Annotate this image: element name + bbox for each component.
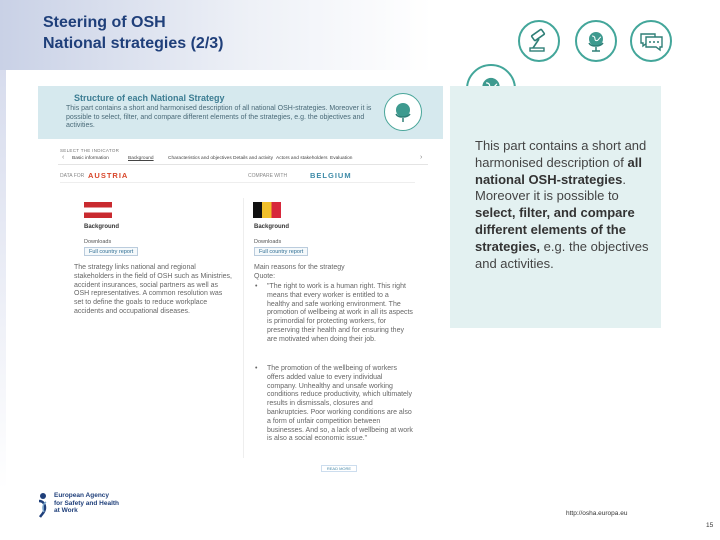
tab-characteristics[interactable]: Characteristics and objectives	[168, 156, 232, 161]
austria-flag	[84, 202, 112, 218]
tabs-prev-icon[interactable]: ‹	[62, 154, 65, 161]
gavel-icon[interactable]	[518, 20, 560, 62]
info-text-part-1: This part contains a short and harmonised description of	[475, 138, 647, 170]
tab-actors[interactable]: Actors and stakeholders	[276, 156, 328, 161]
title-line-2: National strategies (2/3)	[43, 35, 224, 52]
left-background-heading: Background	[84, 224, 120, 230]
info-text-part-2: . Moreover it is possible to	[475, 171, 626, 204]
slide-title	[43, 12, 224, 54]
left-full-report-button[interactable]: Full country report	[84, 247, 138, 256]
right-quote-label: Quote:	[254, 273, 276, 280]
eu-osha-logo	[36, 492, 119, 518]
tab-details[interactable]: Details and activity	[233, 156, 273, 161]
column-divider	[243, 198, 244, 458]
right-intro: Main reasons for the strategy	[254, 264, 345, 271]
tabs-next-icon[interactable]: ›	[420, 154, 423, 161]
left-downloads-label: Downloads	[84, 239, 112, 245]
info-text-bold-1: all national OSH-strategies	[475, 154, 642, 187]
data-for-label: DATA FOR	[60, 173, 85, 179]
side-gradient	[0, 70, 6, 490]
page-number: 15	[706, 522, 714, 529]
tab-evaluation[interactable]: Evaluation	[330, 156, 353, 161]
tab-basic-information[interactable]: Basic information	[72, 156, 109, 161]
compare-country[interactable]: BELGIUM	[310, 171, 352, 180]
select-indicator-label: SELECT THE INDICATOR	[60, 148, 120, 153]
screenshot-description: This part contains a short and harmonised description of all national OSH-strategies. Moreover it is possible to select, filter, and compare different elements of the strategies, e.g. the objectives and activities.	[66, 105, 372, 129]
footer-url[interactable]: http://osha.europa.eu	[566, 510, 628, 517]
bullet-dot: •	[255, 365, 258, 372]
right-bullet-1: "The right to work is a human right. This right means that every worker is entitled to a healthy and safe working environment. The promotion of wellbeing at work in all its aspects is primordial for protecting workers, for preserving their health and for ensuring they are motivated when doing their job.	[267, 283, 413, 343]
read-more-button[interactable]: READ MORE	[321, 465, 357, 472]
indicator-tabs	[58, 154, 428, 165]
belgium-flag	[253, 202, 281, 218]
screenshot-globe-icon	[384, 93, 422, 131]
logo-line-1: European Agency	[54, 492, 110, 499]
logo-line-3: at Work	[54, 507, 78, 514]
logo-line-2: for Safety and Health	[54, 499, 120, 507]
info-text-bold-2: select, filter, and compare different elements of the strategies,	[475, 205, 635, 254]
data-for-row	[60, 173, 415, 183]
screenshot-title: Structure of each National Strategy	[74, 93, 225, 103]
compare-with-label: COMPARE WITH	[248, 173, 288, 179]
right-bullet-2: The promotion of the wellbeing of workers offers added value to every individual company. Unhealthy and unsafe working conditions reduce productivity, which ultimately results in dismissals, closures and bankruptcies. Poor working conditions are also a form of unfair competition between businesses. And so, a lack of wellbeing at work is also a social economic issue."	[267, 365, 413, 443]
right-full-report-button[interactable]: Full country report	[254, 247, 308, 256]
bullet-dot: •	[255, 283, 258, 290]
info-text-part-3: e.g. the objectives and activities.	[475, 238, 649, 271]
data-for-country[interactable]: AUSTRIA	[88, 171, 129, 180]
osha-logo-icon	[36, 492, 50, 518]
tab-background[interactable]: Background	[128, 156, 154, 161]
strategy-screenshot	[38, 86, 443, 476]
right-downloads-label: Downloads	[254, 239, 282, 245]
logo-text	[54, 492, 119, 515]
title-line-1: Steering of OSH	[43, 14, 166, 31]
globe-icon[interactable]	[575, 20, 617, 62]
speech-bubble-icon[interactable]	[630, 20, 672, 62]
info-text	[475, 138, 655, 272]
left-background-text: The strategy links national and regional stakeholders in the field of OSH such as Ministries, accident insurances, social partners as well as OSH representatives. A common resolution was set to define the goals to reduce workplace accidents and occupational diseases.	[74, 264, 232, 315]
right-background-heading: Background	[254, 224, 290, 230]
